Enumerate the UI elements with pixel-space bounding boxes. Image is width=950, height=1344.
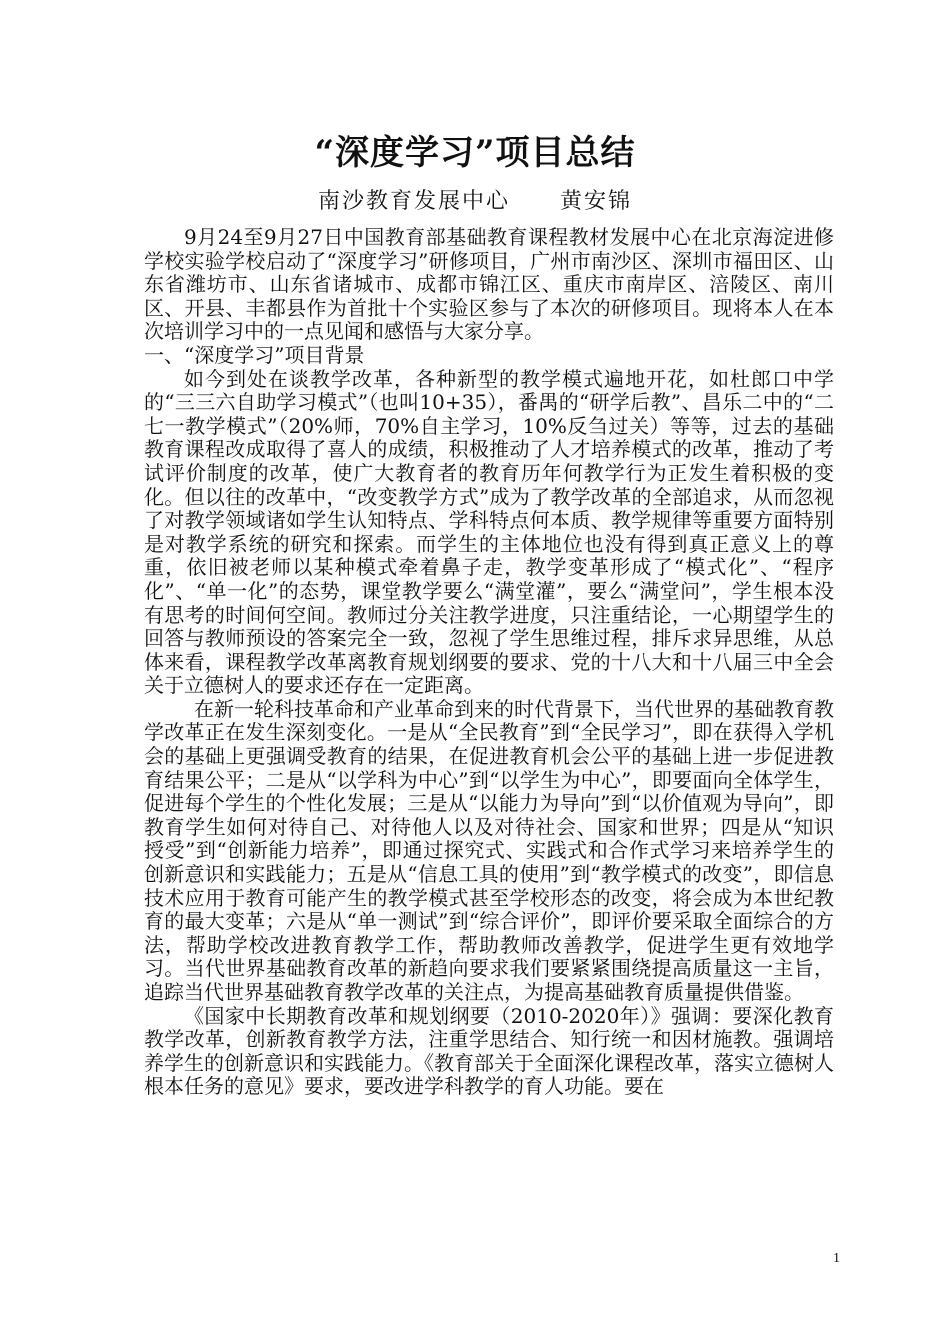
section-heading: 一、“深度学习”项目背景 xyxy=(144,342,365,367)
author-line xyxy=(0,184,950,215)
page-number: 1 xyxy=(833,1251,840,1266)
document-title: “深度学习”项目总结 xyxy=(314,133,636,173)
paragraph-background: 如今到处在谈教学改革，各种新型的教学模式遍地开花，如杜郎口中学的“三三六自助学习模式”（也叫10+35），番禺的“研学后教”、昌乐二中的“二七一教学模式”（20%师，70%自主学习，10%反刍过关）等等，过去的基础教育课程改成取得了喜人的成绩，积极推动了人才培养模式的改革，推动了考试评价制度的改革，使广大教育者的教育历年何教学行为正发生着积极的变化。但以往的改革中，“改变教学方式”成为了教学改革的全部追求，从而忽视了对教学领域诸如学生认知特点、学科特点何本质、教学规律等重要方面特别是对教学系统的研究和探索。而学生的主体地位也没有得到真正意义上的尊重，依旧被老师以某种模式牵着鼻子走，教学变革形成了“模式化”、“程序化”、“单一化”的态势，课堂教学要么“满堂灌”，要么“满堂问”，学生根本没有思考的时间何空间。教师过分关注教学进度，只注重结论，一心期望学生的回答与教师预设的答案完全一致，忽视了学生思维过程，排斥求异思维，从总体来看，课程教学改革离教育规划纲要的要求、党的十八大和十八届三中全会关于立德树人的要求还存在一定距离。 xyxy=(144,366,834,698)
paragraph-outline: 《国家中长期教育改革和规划纲要（2010-2020年）》强调：要深化教育教学改革，创新教育教学方法，注重学思结合、知行统一和因材施教。强调培养学生的创新意识和实践能力。《教育部关于全面深化课程改革，落实立德树人根本任务的意见》要求，要改进学科教学的育人功能。要在 xyxy=(144,1003,834,1099)
document-body xyxy=(144,226,834,1099)
author-org: 南沙教育发展中心 xyxy=(317,189,510,214)
author-name: 黄安锦 xyxy=(560,189,633,214)
paragraph-trends: 在新一轮科技革命和产业革命到来的时代背景下，当代世界的基础教育教学改革正在发生深刻变化。一是从“全民教育”到“全民学习”，即在获得入学机会的基础上更强调受教育的结果，在促进教育机会公平的基础上进一步促进教育结果公平；二是从“以学科为中心”到“以学生为中心”，即要面向全体学生，促进每个学生的个性化发展；三是从“以能力为导向”到“以价值观为导向”，即教育学生如何对待自己、对待他人以及对待社会、国家和世界；四是从“知识授受”到“创新能力培养”，即通过探究式、实践式和合作式学习来培养学生的创新意识和实践能力；五是从“信息工具的使用”到“教学模式的改变”，即信息技术应用于教育可能产生的教学模式甚至学校形态的改变，将会成为本世纪教育的最大变革；六是从“单一测试”到“综合评价”，即评价要采取全面综合的方法，帮助学校改进教育教学工作，帮助教师改善教学，促进学生更有效地学习。当代世界基础教育改革的新趋向要求我们要紧紧围绕提高质量这一主旨，追踪当代世界基础教育教学改革的关注点，为提高基础教育质量提供借鉴。 xyxy=(144,696,834,1004)
paragraph-intro: 9月24至9月27日中国教育部基础教育课程教材发展中心在北京海淀进修学校实验学校启动了“深度学习”研修项目，广州市南沙区、深圳市福田区、山东省潍坊市、山东省诸城市、成都市锦江区、重庆市南岸区、涪陵区、南川区、开县、丰都县作为首批十个实验区参与了本次的研修项目。现将本人在本次培训学习中的一点见闻和感悟与大家分享。 xyxy=(144,225,834,344)
